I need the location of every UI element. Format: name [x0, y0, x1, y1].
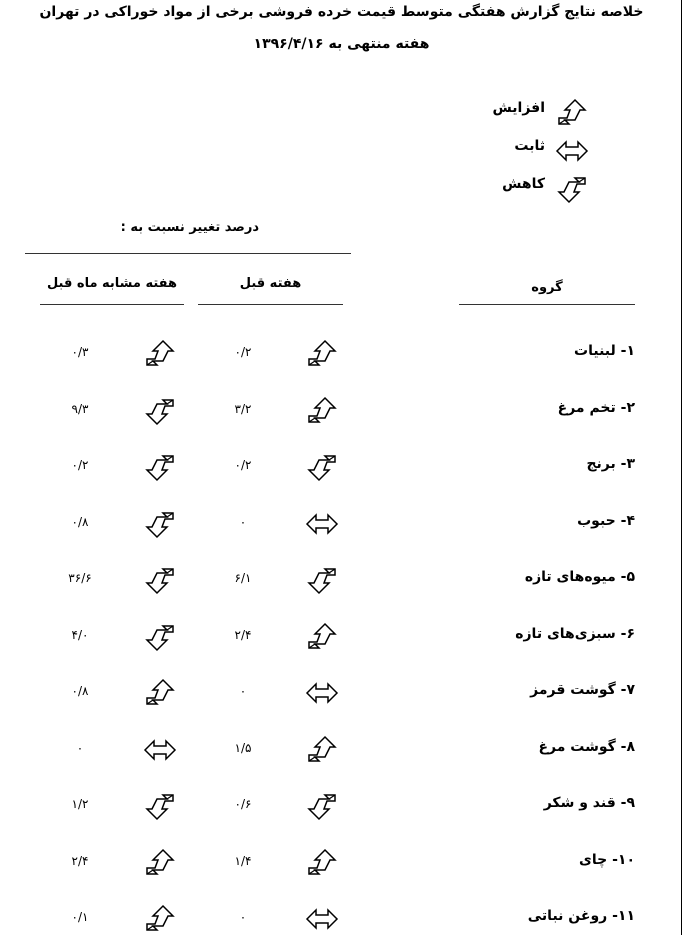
header-rule — [40, 304, 184, 305]
prev-week-value: ۰ — [239, 514, 247, 529]
decrease-arrow-icon — [143, 565, 177, 595]
same-week-last-month-value: ۲/۴ — [71, 853, 89, 868]
same-week-last-month-value: ۰/۱ — [71, 910, 89, 924]
same-week-last-month-value: ۰/۸ — [71, 514, 89, 529]
legend-item-down — [485, 172, 595, 200]
group-name: ۵- میوه‌های تازه — [524, 569, 635, 585]
unchanged-arrow-icon — [143, 735, 177, 765]
prev-week-value: ۲/۴ — [234, 627, 252, 642]
same-week-last-month-value: ۱/۲ — [71, 797, 89, 811]
increase-arrow-icon — [305, 735, 339, 765]
decrease-arrow-icon — [143, 622, 177, 652]
decrease-arrow-icon — [305, 452, 339, 482]
same-week-last-month-value: ۰ — [76, 740, 84, 755]
group-name: ۱۰- چای — [579, 851, 635, 868]
page-edge — [681, 0, 682, 935]
group-name: ۳- برنج — [586, 456, 635, 472]
increase-arrow-icon — [143, 848, 177, 878]
group-name: ۶- سبزی‌های تازه — [515, 625, 635, 642]
group-name: ۱- لبنیات — [574, 343, 635, 359]
increase-arrow-icon — [143, 678, 177, 708]
same-week-last-month-value: ۰/۳ — [71, 345, 89, 359]
change-heading: درصد تغییر نسبت به : — [120, 220, 259, 235]
unchanged-arrow-icon — [305, 678, 339, 708]
increase-arrow-icon — [305, 339, 339, 369]
prev-week-value: ۳/۲ — [234, 401, 252, 416]
legend-item-up — [485, 96, 595, 124]
same-week-last-month-value: ۰/۲ — [71, 458, 89, 472]
prev-week-value: ۱/۴ — [234, 853, 252, 868]
increase-arrow-icon — [143, 904, 177, 934]
group-name: ۹- قند و شکر — [543, 795, 635, 811]
decrease-arrow-icon — [305, 791, 339, 821]
report-subtitle: هفته منتهی به ۱۳۹۶/۴/۱۶ — [253, 36, 430, 52]
header-rule — [198, 304, 343, 305]
header-prev-week: هفته قبل — [239, 276, 302, 291]
header-same-week-last-month: هفته مشابه ماه قبل — [46, 276, 178, 291]
legend-label: ثابت — [514, 138, 545, 154]
prev-week-value: ۰/۲ — [234, 458, 252, 472]
prev-week-value: ۰ — [239, 684, 247, 698]
decrease-arrow-icon — [143, 509, 177, 539]
report-title: خلاصه نتایج گزارش هفتگی متوسط قیمت خرده فروشی برخی از مواد خوراکی در تهران — [39, 4, 644, 20]
decrease-arrow-icon — [305, 565, 339, 595]
change-heading-rule — [25, 253, 351, 254]
group-name: ۲- تخم مرغ — [557, 399, 635, 416]
group-name: ۱۱- روغن نباتی — [527, 908, 635, 924]
increase-arrow-icon — [305, 848, 339, 878]
unchanged-arrow-icon — [305, 904, 339, 934]
group-name: ۷- گوشت قرمز — [530, 682, 635, 698]
same-week-last-month-value: ۳۶/۶ — [68, 571, 92, 585]
decrease-arrow-icon — [143, 791, 177, 821]
decrease-arrow-icon — [143, 452, 177, 482]
same-week-last-month-value: ۰/۸ — [71, 684, 89, 698]
legend-label: کاهش — [502, 176, 545, 192]
legend-label: افزایش — [492, 100, 545, 116]
group-name: ۸- گوشت مرغ — [538, 738, 635, 755]
prev-week-value: ۰ — [239, 910, 247, 924]
prev-week-value: ۶/۱ — [234, 571, 252, 585]
group-name: ۴- حبوب — [577, 512, 635, 529]
header-group: گروه — [531, 280, 563, 295]
same-week-last-month-value: ۴/۰ — [71, 627, 89, 642]
same-week-last-month-value: ۹/۳ — [71, 401, 89, 416]
decrease-arrow-icon — [143, 396, 177, 426]
unchanged-arrow-icon — [305, 509, 339, 539]
prev-week-value: ۰/۲ — [234, 345, 252, 359]
header-rule — [459, 304, 635, 305]
legend-item-equal — [485, 134, 595, 162]
increase-arrow-icon — [305, 396, 339, 426]
increase-arrow-icon — [143, 339, 177, 369]
prev-week-value: ۱/۵ — [234, 740, 252, 755]
increase-arrow-icon — [305, 622, 339, 652]
prev-week-value: ۰/۶ — [234, 797, 252, 811]
